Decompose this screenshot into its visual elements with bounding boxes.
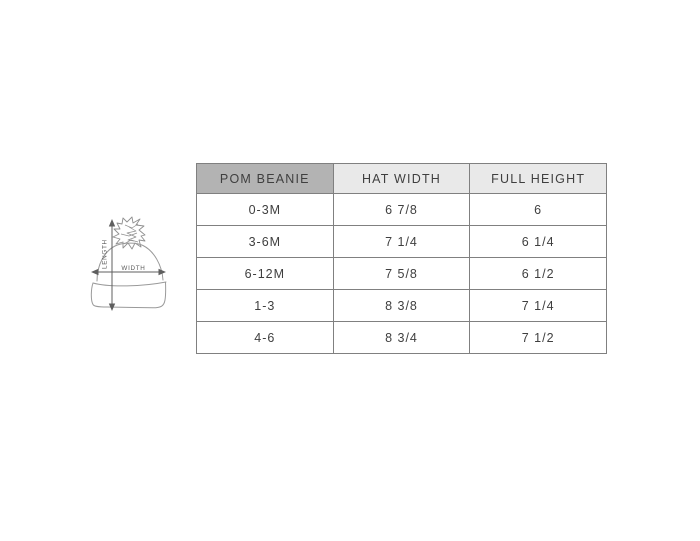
beanie-illustration — [85, 212, 175, 314]
full-height-cell: 6 1/2 — [470, 258, 607, 290]
hat-width-cell: 8 3/8 — [333, 290, 470, 322]
column-header-pom-beanie: POM BEANIE — [197, 164, 334, 194]
table-row — [197, 226, 607, 258]
size-cell: 3-6M — [197, 226, 334, 258]
column-header-full-height: FULL HEIGHT — [470, 164, 607, 194]
hat-width-cell: 7 5/8 — [333, 258, 470, 290]
full-height-cell: 7 1/2 — [470, 322, 607, 354]
hat-width-cell: 7 1/4 — [333, 226, 470, 258]
length-label: LENGTH — [101, 239, 109, 269]
full-height-cell: 6 1/4 — [470, 226, 607, 258]
size-cell: 4-6 — [197, 322, 334, 354]
size-cell: 6-12M — [197, 258, 334, 290]
hat-width-cell: 6 7/8 — [333, 194, 470, 226]
full-height-cell: 6 — [470, 194, 607, 226]
table-row — [197, 194, 607, 226]
width-label: WIDTH — [121, 265, 146, 272]
header-row — [197, 164, 607, 194]
size-chart-table — [196, 163, 607, 354]
table-row — [197, 258, 607, 290]
size-cell: 1-3 — [197, 290, 334, 322]
size-cell: 0-3M — [197, 194, 334, 226]
table-row — [197, 322, 607, 354]
table-row — [197, 290, 607, 322]
hat-brim-fold-line — [93, 282, 166, 286]
hat-width-cell: 8 3/4 — [333, 322, 470, 354]
length-arrow — [109, 219, 115, 311]
column-header-hat-width: HAT WIDTH — [333, 164, 470, 194]
full-height-cell: 7 1/4 — [470, 290, 607, 322]
